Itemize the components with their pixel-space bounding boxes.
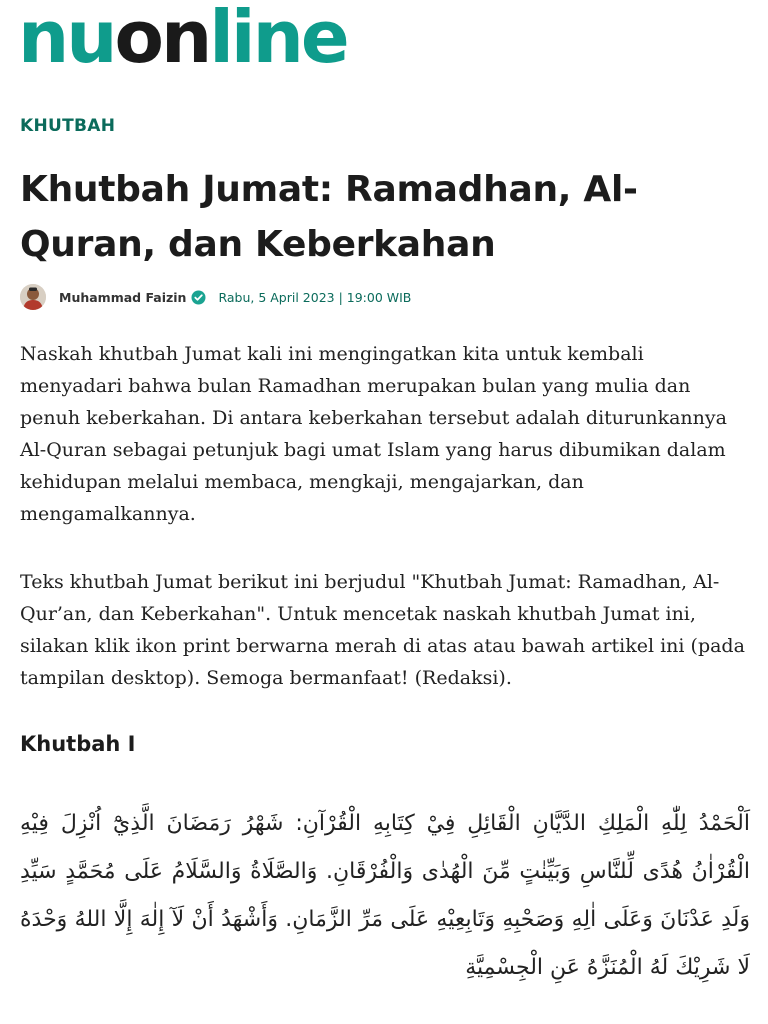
author-name[interactable]: Muhammad Faizin: [59, 289, 187, 305]
article-paragraph: Naskah khutbah Jumat kali ini mengingatkan kita untuk kembali menyadari bahwa bulan Ramadhan merupakan bulan yang mulia dan penuh keberkahan. Di antara keberkahan tersebut adalah diturunkannya Al-Quran sebagai petunjuk bagi umat Islam yang harus dibumikan dalam kehidupan melalui membaca, mengkaji, mengajarkan, dan mengamalkannya.: [20, 343, 727, 525]
article-category[interactable]: KHUTBAH: [20, 116, 116, 136]
avatar-image: [20, 284, 46, 310]
article-paragraph: Teks khutbah Jumat berikut ini berjudul "Khutbah Jumat: Ramadhan, Al-Qur’an, dan Keberkahan". Untuk mencetak naskah khutbah Jumat ini, silakan klik ikon print berwarna merah di atas atau bawah artikel ini (pada tampilan desktop). Semoga bermanfaat! (Redaksi).: [20, 571, 745, 689]
publish-date: Rabu, 5 April 2023 | 19:00 WIB: [218, 289, 412, 305]
verified-badge-icon: [191, 290, 206, 305]
logo-text: nuonline: [18, 4, 347, 79]
arabic-text: اَلْحَمْدُ لِلّٰهِ الْمَلِكِ الدَّيَّانِ الْقَائِلِ فِيْ كِتَابِهِ الْقُرْآنِ: شَهْرُ رَمَضَانَ الَّذِيْٓ اُنْزِلَ فِيْهِ الْقُرْاٰنُ هُدًى لِّلنَّاسِ وَبَيِّنٰتٍ مِّنَ الْهُدٰى وَالْفُرْقَانِ. وَالصَّلَاةُ وَالسَّلَامُ عَلَى مُحَمَّدٍ سَيِّدِ وَلَدِ عَدْنَانَ وَعَلَى اٰلِهِ وَصَحْبِهِ وَتَابِعِيْهِ عَلَى مَرِّ الزَّمَانِ. وَأَشْهَدُ أَنْ لَآ إِلٰهَ إِلَّا اللهُ وَحْدَهُ لَا شَرِيْكَ لَهُ الْمُنَزَّهُ عَنِ الْجِسْمِيَّةِ: [20, 811, 750, 980]
author-avatar[interactable]: [20, 284, 46, 310]
nuonline-logo[interactable]: [18, 4, 378, 82]
section-heading: Khutbah I: [20, 732, 136, 756]
article-meta: [20, 284, 411, 310]
article-title: Khutbah Jumat: Ramadhan, Al-Quran, dan Keberkahan: [20, 169, 638, 265]
